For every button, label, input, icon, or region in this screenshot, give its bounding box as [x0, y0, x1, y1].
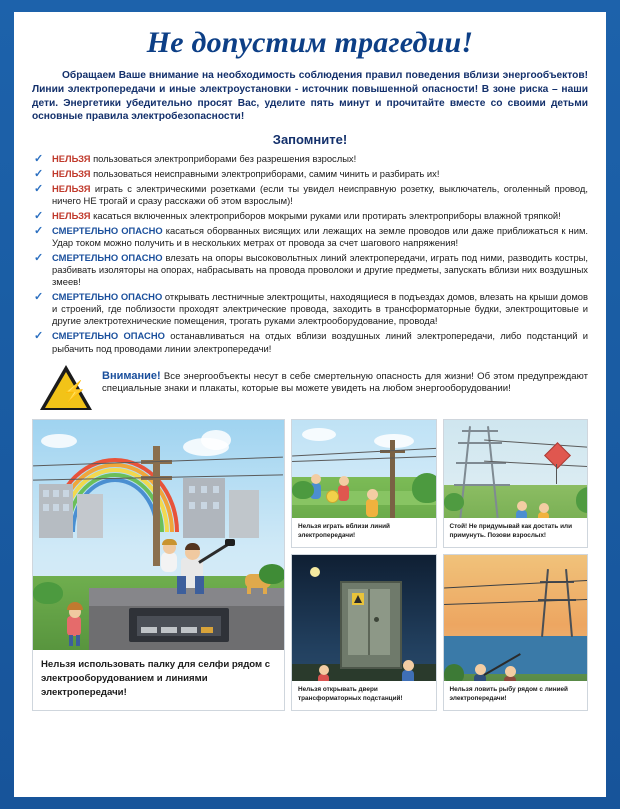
photo-card-playing-near-power-lines: [291, 419, 437, 548]
check-icon: ✓: [34, 168, 44, 181]
rule-lead: НЕЛЬЗЯ: [52, 168, 91, 180]
photo-caption: Нельзя ловить рыбу рядом с линией электропередачи!: [444, 681, 588, 709]
rule-lead: НЕЛЬЗЯ: [52, 153, 91, 165]
photo-grid: [32, 419, 588, 711]
list-item: [32, 210, 588, 222]
illustration-selfie-stick: [33, 420, 284, 650]
photo-card-fishing-near-lines: [443, 554, 589, 711]
check-icon: ✓: [34, 153, 44, 166]
page-title: Не допустим трагедии!: [146, 26, 474, 59]
check-icon: ✓: [34, 210, 44, 223]
rule-text: играть с электрическими розетками (если ты увидел неисправную розетку, выключатель, оголенный провод, ничего НЕ трогай и сразу расскажи об этом взрослым)!: [52, 183, 588, 207]
rule-lead: НЕЛЬЗЯ: [52, 210, 91, 222]
photo-card-transformer-door: [291, 554, 437, 711]
check-icon: ✓: [34, 252, 44, 265]
photo-caption: Нельзя открывать двери трансформаторных подстанций!: [292, 681, 436, 709]
poster-page: [14, 12, 606, 797]
list-item: [32, 252, 588, 288]
rule-text: пользоваться неисправными электроприборами, самим чинить и разбирать их!: [93, 168, 440, 180]
intro-paragraph: Обращаем Ваше внимание на необходимость соблюдения правил поведения вблизи энергообъектов! Линии электропередачи и иные электроустановки - источник повышенной опасности! В зоне риска – наши дети. Энергетики убедительно просят Вас, уделите пять минут и прочитайте вместе со своими детьми основные правила электробезопасности!: [32, 70, 588, 123]
attention-text: Все энергообъекты несут в себе смертельную опасность для жизни! Об этом предупреждают специальные знаки и плакаты, которые вы можете увидеть на любом энергооборудовании!: [102, 370, 588, 395]
photo-caption: Нельзя играть вблизи линий электропередачи!: [292, 518, 436, 546]
photo-card-kite-in-wires: [443, 419, 589, 548]
list-item: [32, 330, 588, 354]
attention-block: [32, 365, 588, 411]
rule-text: открывать лестничные электрощиты, находящиеся в подъездах домов, влезать на крыши домов и строений, где поблизости проходят электрические провода, заходить в трансформаторные будки, электрощитовые и другие электротехнические помещения, трогать руками электрооборудование, провода!: [52, 291, 588, 327]
rule-text: останавливаться на отдых вблизи воздушных линий электропередачи, либо подстанций и рыбачить под проводами линии электропередачи!: [52, 330, 589, 354]
rule-lead: СМЕРТЕЛЬНО ОПАСНО: [52, 330, 165, 342]
check-icon: ✓: [34, 330, 44, 343]
check-icon: ✓: [34, 183, 44, 196]
rule-text: касаться оборванных висящих или лежащих на земле проводов или даже приближаться к ним. Удар током можно получить и в нескольких метрах от провода за счет шагового напряжения!: [52, 225, 588, 249]
list-item: [32, 153, 588, 165]
check-icon: ✓: [34, 291, 44, 304]
list-item: [32, 168, 588, 180]
remember-heading: Запомните!: [272, 132, 348, 148]
rule-lead: СМЕРТЕЛЬНО ОПАСНО: [52, 225, 163, 237]
photo-caption: Стой! Не придумывай как достать или примунуть. Позови взрослых!: [444, 518, 588, 546]
rule-text: влезать на опоры высоковольтных линий электропередачи, играть под ними, разводить костры, разбивать изоляторы на опорах, набрасывать на провода проволоки и другие предметы, запускать вблизи них воздушных змеев!: [52, 252, 589, 288]
photo-caption: Нельзя использовать палку для селфи рядом с электрооборудованием и линиями электропередачи!: [33, 650, 284, 710]
photo-card-selfie-stick: [32, 419, 285, 711]
list-item: [32, 225, 588, 249]
rules-list: [32, 153, 588, 354]
rule-lead: СМЕРТЕЛЬНО ОПАСНО: [52, 252, 163, 264]
attention-text-wrap: [102, 365, 588, 397]
check-icon: ✓: [34, 225, 44, 238]
rule-text: касаться включенных электроприборов мокрыми руками или протирать электроприборы влажной тряпкой!: [93, 210, 561, 222]
rule-lead: СМЕРТЕЛЬНО ОПАСНО: [52, 291, 163, 303]
rule-text: пользоваться электроприборами без разрешения взрослых!: [93, 153, 357, 165]
rule-lead: НЕЛЬЗЯ: [52, 183, 91, 195]
high-voltage-warning-icon: ⚡: [40, 365, 92, 411]
list-item: [32, 291, 588, 327]
list-item: [32, 183, 588, 207]
attention-label: Внимание!: [102, 369, 161, 382]
